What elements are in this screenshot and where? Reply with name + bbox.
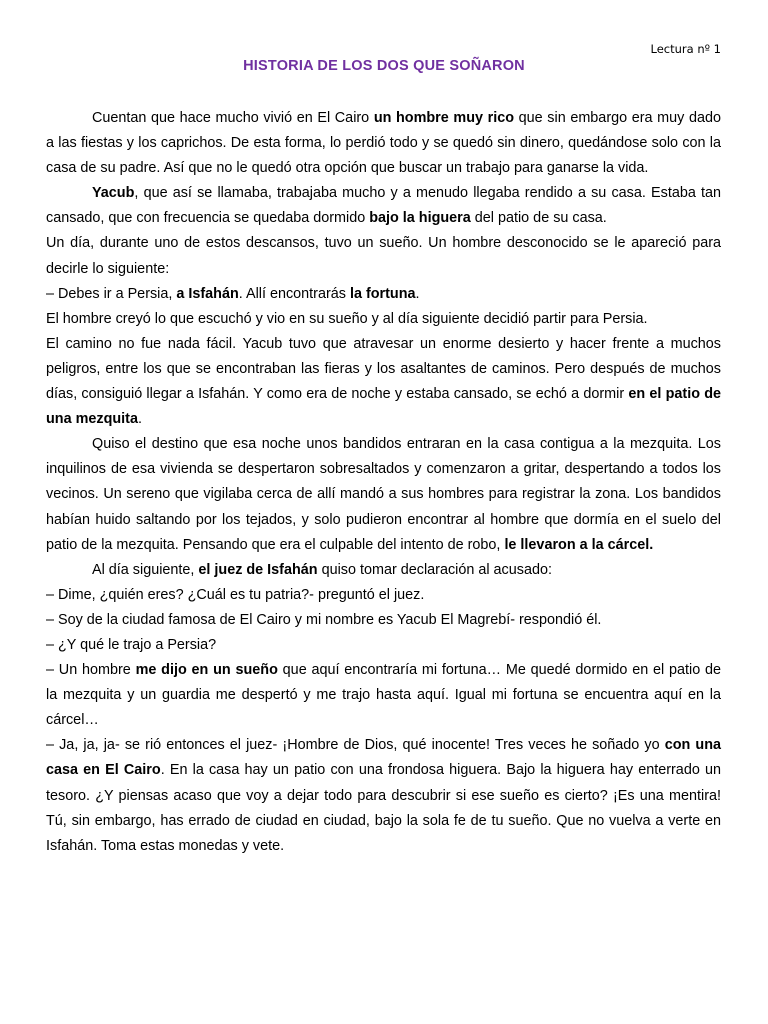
text-span: Cuentan que hace mucho vivió en El Cairo [92, 110, 374, 126]
text-span: – Ja, ja, ja- se rió entonces el juez- ¡Hombre de Dios, qué inocente! Tres veces he soñado yo [46, 737, 665, 754]
paragraph [46, 608, 721, 633]
bold-text: en el patio de una mezquita [46, 386, 721, 428]
text-span: El hombre creyó lo que escuchó y vio en su sueño y al día siguiente decidió partir para Persia. [46, 310, 648, 327]
text-span: . [415, 285, 420, 302]
text-span: El camino no fue nada fácil. Yacub tuvo que atravesar un enorme desierto y hacer frente a muchos peligros, entre los que se encontraban las fieras y los asaltantes de caminos. Pero después de muchos días, consiguió llegar a Isfahán. Y como era de noche y estaba cansado, se echó a dormir [46, 335, 721, 403]
bold-text: bajo la higuera [369, 210, 471, 227]
text-span: que sin embargo era muy dado a las fiestas y los caprichos. De esta forma, lo perdió todo y se quedó sin dinero, quedándose solo con la casa de su padre. Así que no le quedó otra opción que buscar un trabajo para ganarse la vida. [46, 110, 721, 177]
text-span: , que así se llamaba, trabajaba mucho y a menudo llegaba rendido a su casa. Estaba tan cansado, que con frecuencia se quedaba dormido [46, 185, 721, 227]
bold-text: con una casa en El Cairo [46, 737, 722, 779]
text-span: – Un hombre [46, 662, 136, 679]
paragraph [46, 733, 721, 858]
paragraph [46, 583, 721, 608]
bold-text: me dijo en un sueño [135, 662, 278, 679]
text-span: Quiso el destino que esa noche unos bandidos entraran en la casa contigua a la mezquita. Los inquilinos de esa vivienda se despertaron sobresaltados y comenzaron a gritar, despertando a todos los vecinos. Un sereno que vigilaba cerca de allí mandó a sus hombres para registrar la zona. Los bandidos habían huido saltando por los tejados, y solo pudieron encontrar al hombre que dormía en el suelo del patio de la mezquita. Pensando que era el culpable del intento de robo, [46, 436, 721, 553]
paragraph [46, 633, 721, 658]
paragraph [46, 332, 721, 432]
paragraph [46, 181, 721, 231]
text-span: – ¿Y qué le trajo a Persia? [46, 636, 217, 653]
paragraph [46, 231, 721, 281]
text-span: del patio de su casa. [470, 210, 607, 227]
bold-text: le llevaron a la cárcel. [504, 536, 654, 553]
text-span: Un día, durante uno de estos descansos, tuvo un sueño. Un hombre desconocido se le apareció para decirle lo siguiente: [46, 235, 721, 277]
document-title: HISTORIA DE LOS DOS QUE SOÑARON [243, 58, 525, 74]
paragraph [46, 307, 721, 332]
text-span: . Allí encontrarás [238, 285, 350, 302]
paragraph [46, 432, 721, 557]
text-span: quiso tomar declaración al acusado: [317, 561, 552, 578]
bold-text: un hombre muy rico [373, 110, 515, 126]
reading-number: Lectura nº 1 [650, 42, 721, 56]
story-body [46, 106, 721, 859]
text-span: – Soy de la ciudad famosa de El Cairo y mi nombre es Yacub El Magrebí- respondió él. [46, 611, 602, 628]
text-span: – Debes ir a Persia, [46, 285, 177, 302]
bold-text: la fortuna [349, 285, 416, 302]
text-span: – Dime, ¿quién eres? ¿Cuál es tu patria?- preguntó el juez. [46, 586, 425, 603]
bold-text: Yacub [92, 185, 135, 202]
paragraph [46, 558, 721, 583]
text-span: Al día siguiente, [92, 561, 199, 578]
bold-text: a Isfahán [176, 285, 239, 302]
paragraph [46, 658, 721, 733]
text-span: que aquí encontraría mi fortuna… Me quedé dormido en el patio de la mezquita y un guardia me despertó y me trajo hasta aquí. Igual mi fortuna se encuentra aquí en la cárcel… [46, 662, 722, 729]
text-span: . [137, 411, 142, 428]
bold-text: el juez de Isfahán [198, 561, 318, 578]
paragraph [46, 106, 721, 181]
text-span: . En la casa hay un patio con una frondosa higuera. Bajo la higuera hay enterrado un tesoro. ¿Y piensas acaso que voy a dejar todo para descubrir si ese sueño es cierto? ¡Es una mentira! Tú, sin embargo, has errado de ciudad en ciudad, bajo la sola fe de tu sueño. Que no vuelva a verte en Isfahán. Toma estas monedas y vete. [46, 762, 721, 854]
paragraph [46, 282, 721, 307]
